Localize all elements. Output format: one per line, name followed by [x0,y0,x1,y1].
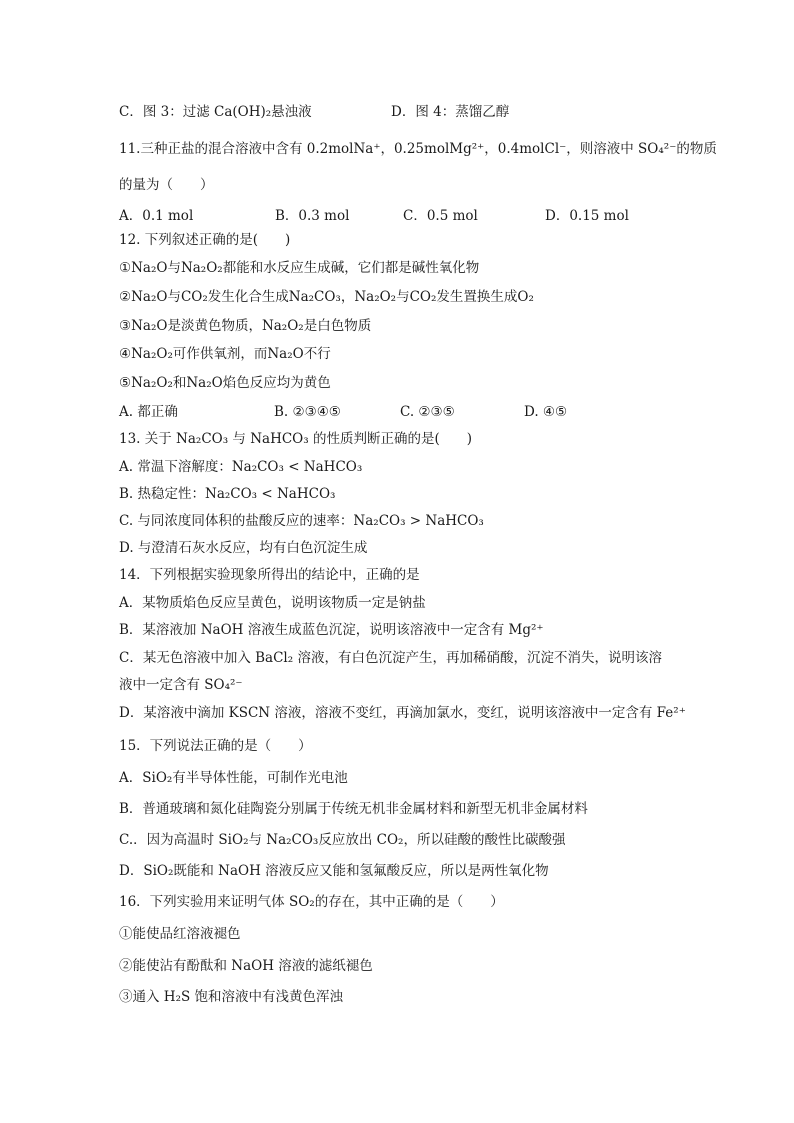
q12-statement-1: ①Na₂O与Na₂O₂都能和水反应生成碱，它们都是碱性氧化物 [119,260,480,276]
q11-option-d: D．0.15 mol [545,208,629,224]
q13-option-c: C. 与同浓度同体积的盐酸反应的速率：Na₂CO₃ > NaHCO₃ [119,513,484,529]
q14-stem: 14．下列根据实验现象所得出的结论中，正确的是 [119,567,420,583]
q11-stem-line1: 11.三种正盐的混合溶液中含有 0.2molNa⁺，0.25molMg²⁺，0.4molCl⁻，则溶液中 SO₄²⁻的物质 [119,141,717,157]
q12-option-a: A. 都正确 [119,404,178,420]
q11-stem-line2: 的量为（ ） [119,177,214,193]
q14-option-c-line2: 液中一定含有 SO₄²⁻ [119,677,243,693]
q14-option-c-line1: C．某无色溶液中加入 BaCl₂ 溶液，有白色沉淀产生，再加稀硝酸，沉淀不消失，说明该溶 [119,650,662,666]
q15-option-c: C.．因为高温时 SiO₂与 Na₂CO₃反应放出 CO₂，所以硅酸的酸性比碳酸强 [119,832,566,848]
q10-option-c: C．图 3：过滤 Ca(OH)₂悬浊液 [119,104,312,120]
q10-option-d: D．图 4：蒸馏乙醇 [391,104,510,120]
q13-option-d: D. 与澄清石灰水反应，均有白色沉淀生成 [119,540,368,556]
q15-option-b: B．普通玻璃和氮化硅陶瓷分别属于传统无机非金属材料和新型无机非金属材料 [119,801,588,817]
q12-option-c: C. ②③⑤ [400,404,455,420]
q12-statement-2: ②Na₂O与CO₂发生化合生成Na₂CO₃，Na₂O₂与CO₂发生置换生成O₂ [119,289,534,305]
q14-option-a: A．某物质焰色反应呈黄色，说明该物质一定是钠盐 [119,595,426,611]
q15-stem: 15．下列说法正确的是（ ） [119,738,312,754]
q11-option-b: B．0.3 mol [275,208,350,224]
q12-stem: 12. 下列叙述正确的是( ) [119,232,291,248]
q15-option-d: D．SiO₂既能和 NaOH 溶液反应又能和氢氟酸反应，所以是两性氧化物 [119,863,549,879]
q16-statement-3: ③通入 H₂S 饱和溶液中有浅黄色浑浊 [119,989,344,1005]
q16-stem: 16．下列实验用来证明气体 SO₂的存在，其中正确的是（ ） [119,894,504,910]
q12-statement-5: ⑤Na₂O₂和Na₂O焰色反应均为黄色 [119,375,331,391]
q16-statement-2: ②能使沾有酚酞和 NaOH 溶液的滤纸褪色 [119,958,373,974]
q14-option-d: D．某溶液中滴加 KSCN 溶液，溶液不变红，再滴加氯水，变红，说明该溶液中一定含有 Fe²⁺ [119,705,686,721]
q12-option-b: B. ②③④⑤ [274,404,341,420]
q12-option-d: D. ④⑤ [524,404,568,420]
q13-option-b: B. 热稳定性：Na₂CO₃ < NaHCO₃ [119,486,336,502]
q16-statement-1: ①能使品红溶液褪色 [119,926,241,942]
q13-stem: 13. 关于 Na₂CO₃ 与 NaHCO₃ 的性质判断正确的是( ) [119,431,472,447]
q13-option-a: A. 常温下溶解度：Na₂CO₃ < NaHCO₃ [119,459,363,475]
q12-statement-3: ③Na₂O是淡黄色物质，Na₂O₂是白色物质 [119,318,372,334]
q11-option-c: C．0.5 mol [403,208,478,224]
q15-option-a: A．SiO₂有半导体性能，可制作光电池 [119,770,348,786]
q12-statement-4: ④Na₂O₂可作供氧剂，而Na₂O不行 [119,346,331,362]
q14-option-b: B．某溶液加 NaOH 溶液生成蓝色沉淀，说明该溶液中一定含有 Mg²⁺ [119,622,544,638]
q11-option-a: A．0.1 mol [119,208,194,224]
